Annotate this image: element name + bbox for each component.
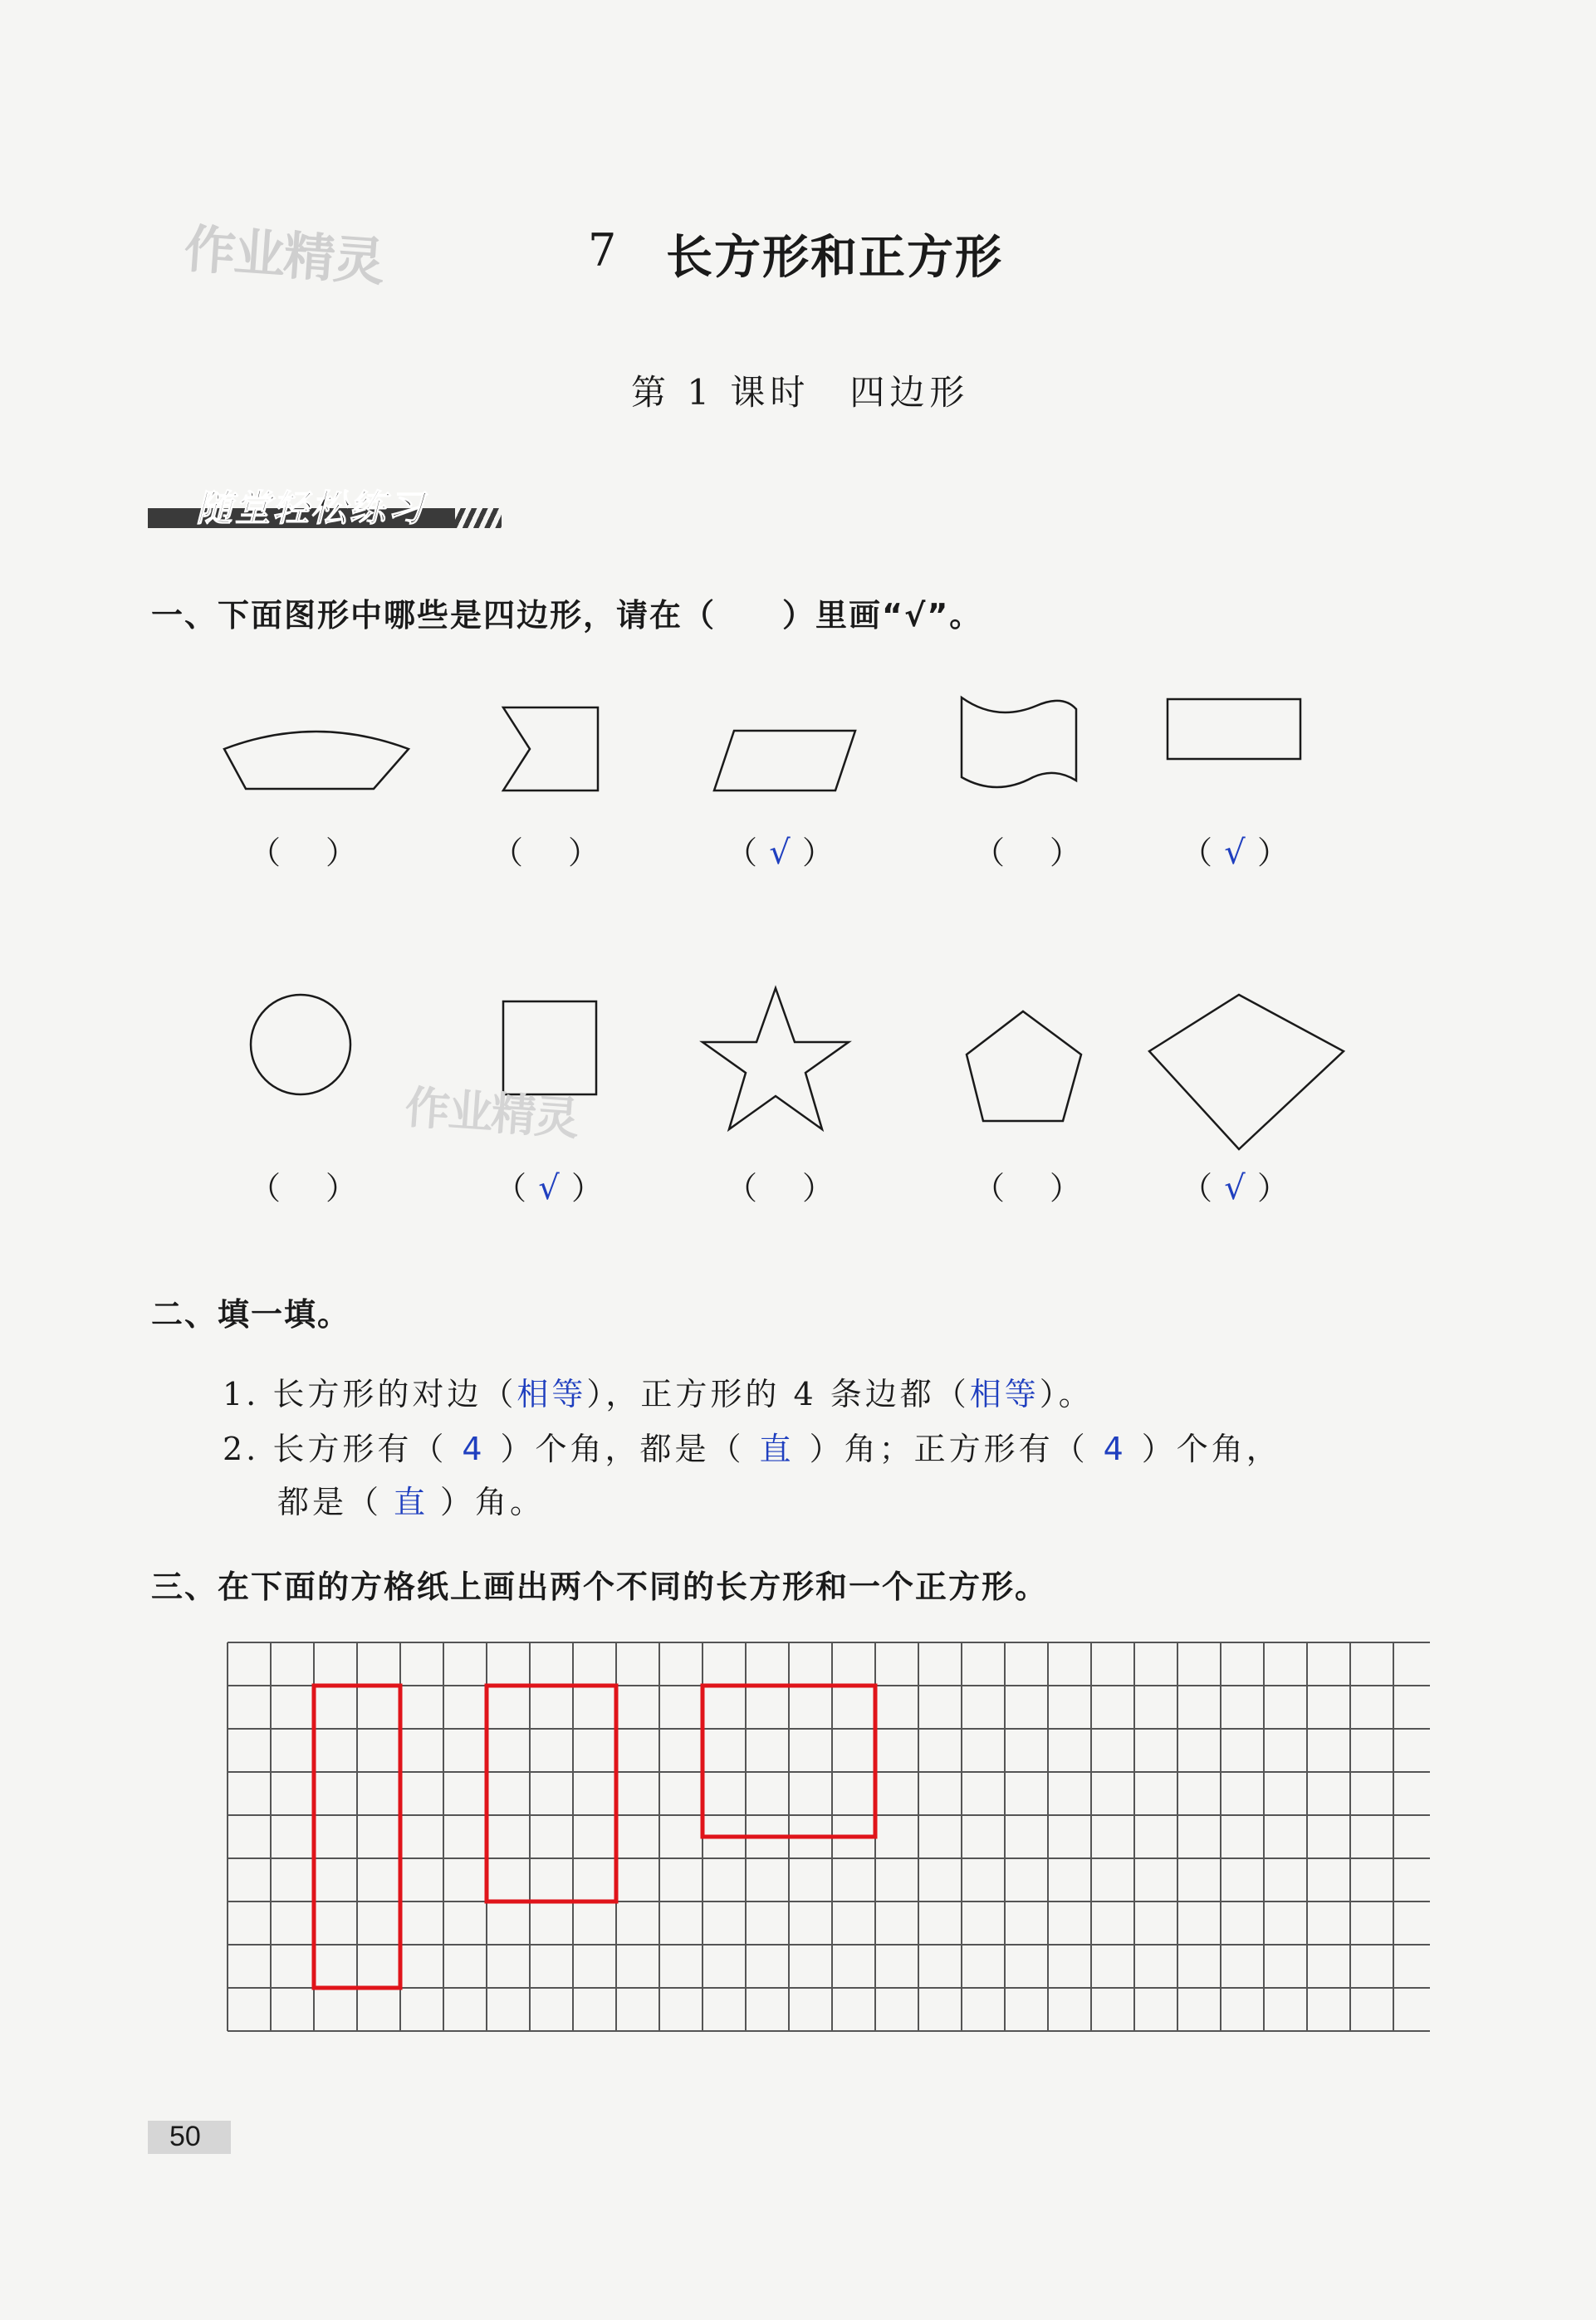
answer-paren-4: （ ） xyxy=(973,835,1082,871)
drawn-rectangle-2 xyxy=(487,1686,616,1902)
chapter-title: 长方形和正方形 xyxy=(666,230,1003,285)
star-shape xyxy=(703,988,849,1129)
fan-segment-shape xyxy=(224,732,409,789)
answer-paren-10: （ √ ） xyxy=(1181,1169,1290,1207)
grid-paper[interactable] xyxy=(226,1641,1430,2039)
answer-paren-8: （ ） xyxy=(726,1170,835,1206)
shapes-row-2 xyxy=(0,980,1596,1162)
fill-item-2-continued: 都是（ 直 ）角。 xyxy=(277,1484,546,1520)
question-1-prompt: 一、下面图形中哪些是四边形，请在（ ）里画“√”。 xyxy=(151,597,983,634)
fill-item-1: 1. 长方形的对边（相等），正方形的 4 条边都（相等）。 xyxy=(223,1376,1094,1412)
banner-stripes xyxy=(455,508,502,528)
answer-equal-2: 相等 xyxy=(969,1376,1040,1412)
question-3-prompt: 三、在下面的方格纸上画出两个不同的长方形和一个正方形。 xyxy=(151,1569,1049,1605)
fill-item-2: 2. 长方形有（ 4 ）个角，都是（ 直 ）角；正方形有（ 4 ）个角， xyxy=(223,1431,1281,1467)
answer-paren-1: （ ） xyxy=(249,835,358,871)
answer-4-square: 4 xyxy=(1103,1431,1127,1467)
section-banner: 随堂轻松练习 xyxy=(196,487,425,530)
page-number: 50 xyxy=(169,2121,201,2152)
kite-shape xyxy=(1149,995,1344,1149)
pentagon-shape xyxy=(967,1011,1081,1121)
chapter-number: 7 xyxy=(588,224,617,277)
circle-shape xyxy=(251,995,350,1094)
answer-paren-6: （ ） xyxy=(249,1170,358,1206)
answer-right-square: 直 xyxy=(394,1484,429,1520)
rectangle-shape xyxy=(1168,699,1300,759)
answer-4-rect: 4 xyxy=(462,1431,486,1467)
answer-paren-7: （ √ ） xyxy=(495,1169,604,1207)
answer-paren-9: （ ） xyxy=(973,1170,1082,1206)
watermark-top: 作业精灵 xyxy=(182,218,385,293)
wavy-shape xyxy=(962,697,1076,787)
lesson-title: 第 1 课时 四边形 xyxy=(631,372,970,413)
question-2-prompt: 二、填一填。 xyxy=(151,1296,351,1333)
shapes-row-1 xyxy=(0,681,1596,930)
parallelogram-shape xyxy=(714,731,855,790)
answer-paren-3: （ √ ） xyxy=(726,834,835,872)
answer-right-rect: 直 xyxy=(759,1431,795,1467)
answer-equal-1: 相等 xyxy=(516,1376,587,1412)
answer-paren-5: （ √ ） xyxy=(1181,834,1290,872)
answer-paren-2: （ ） xyxy=(492,835,600,871)
notched-shape xyxy=(503,707,598,790)
watermark-middle: 作业精灵 xyxy=(403,1080,580,1146)
